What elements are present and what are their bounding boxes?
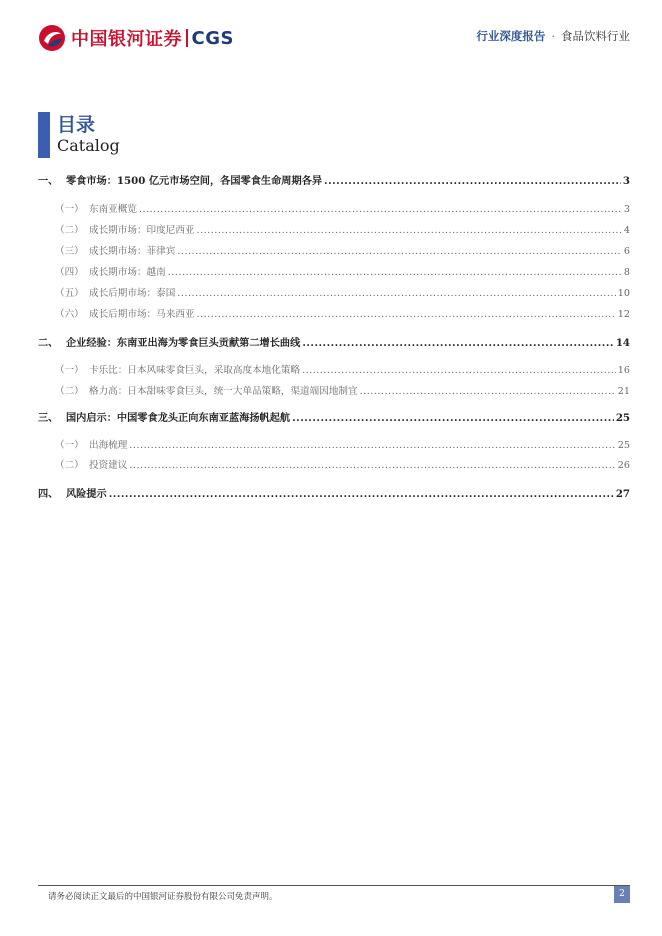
toc-entry-page: 3 [622,175,630,187]
toc-entry-number: （五） [55,288,84,299]
toc-entry[interactable] [38,222,630,236]
dot-leader [360,386,616,397]
toc-entry-number: （四） [55,267,84,278]
toc-entry-page: 14 [615,337,630,349]
dot-leader [197,225,622,236]
toc-entry-number: 二、 [38,337,59,349]
toc-entry-number: （一） [55,204,84,215]
toc-entry[interactable] [38,409,630,424]
toc-entry-number: （二） [55,460,84,471]
toc-entry[interactable] [38,334,630,349]
toc-entry-page: 6 [623,246,630,257]
toc-entry[interactable] [38,306,630,320]
toc-entry[interactable] [38,264,630,278]
toc-entry[interactable] [38,172,630,187]
toc-entry[interactable] [38,243,630,257]
toc-entry[interactable] [38,362,630,376]
toc-entry[interactable] [38,485,630,500]
dot-leader [324,175,621,187]
galaxy-logo-icon [38,24,66,52]
heading-accent-bar [38,112,50,158]
toc-entry-number: 一、 [38,175,59,187]
toc-entry[interactable] [38,457,630,471]
toc-entry-title: 出海梳理 [89,440,128,451]
toc-entry-page: 12 [617,309,630,320]
toc-entry[interactable] [38,285,630,299]
footer-disclaimer: 请务必阅读正文最后的中国银河证券股份有限公司免责声明。 [48,892,278,902]
logo-text-cn: 中国银河证券 [71,29,182,50]
toc-entry[interactable] [38,201,630,215]
header-report-info [476,28,630,44]
toc-entry-title: 风险提示 [66,488,107,500]
toc-entry-title: 成长后期市场：马来西亚 [89,309,195,320]
page-number: 2 [614,886,630,903]
toc-entry-number: （二） [55,386,84,397]
footer-divider [38,885,630,886]
toc-entry-page: 25 [615,412,630,424]
dot-leader [139,204,622,215]
company-logo [38,24,234,52]
header-separator: · [551,29,555,43]
logo-divider [186,29,188,47]
toc-entry-page: 8 [623,267,630,278]
toc-entry-title: 成长期市场：菲律宾 [89,246,176,257]
toc-entry-page: 3 [623,204,630,215]
toc-entry-title: 企业经验：东南亚出海为零食巨头贡献第二增长曲线 [66,337,301,349]
toc-entry-title: 格力高：日本甜味零食巨头，统一大单品策略，渠道端因地制宜 [89,386,358,397]
toc-title-cn: 目录 [57,114,96,136]
toc-entry-title: 成长后期市场：泰国 [89,288,176,299]
toc-title-en: Catalog [57,136,120,155]
toc-entry-number: 三、 [38,412,59,424]
toc-entry-number: （六） [55,309,84,320]
toc-entry-title: 零食市场：1500 亿元市场空间，各国零食生命周期各异 [66,175,323,187]
report-type: 行业深度报告 [476,29,546,43]
toc-entry[interactable] [38,383,630,397]
page-footer [0,880,662,936]
dot-leader [177,288,615,299]
toc-entry-page: 16 [617,365,630,376]
toc-entry-page: 26 [617,460,630,471]
logo-text-en: CGS [191,27,234,49]
toc-entry-number: （一） [55,440,84,451]
dot-leader [302,365,616,376]
toc-entry-number: （三） [55,246,84,257]
toc-entry-number: （二） [55,225,84,236]
toc-entry-page: 21 [617,386,630,397]
toc-entry-title: 投资建议 [89,460,128,471]
toc-entry-number: （一） [55,365,84,376]
dot-leader [129,460,615,471]
toc-entry-number: 四、 [38,488,59,500]
dot-leader [177,246,622,257]
toc-entry-title: 东南亚概览 [89,204,137,215]
dot-leader [109,488,614,500]
dot-leader [292,412,614,424]
toc-entry-page: 25 [617,440,630,451]
dot-leader [168,267,622,278]
toc-entry-title: 成长期市场：越南 [89,267,166,278]
dot-leader [302,337,614,349]
page-header [0,0,662,60]
industry-label: 食品饮料行业 [561,29,630,43]
dot-leader [197,309,616,320]
toc-entry-title: 卡乐比：日本风味零食巨头，采取高度本地化策略 [89,365,301,376]
dot-leader [129,440,615,451]
toc-entry-page: 10 [617,288,630,299]
toc-entry[interactable] [38,437,630,451]
toc-entry-page: 4 [623,225,630,236]
toc-entry-title: 成长期市场：印度尼西亚 [89,225,195,236]
toc-entry-page: 27 [615,488,630,500]
toc-entry-title: 国内启示：中国零食龙头正向东南亚蓝海扬帆起航 [66,412,291,424]
